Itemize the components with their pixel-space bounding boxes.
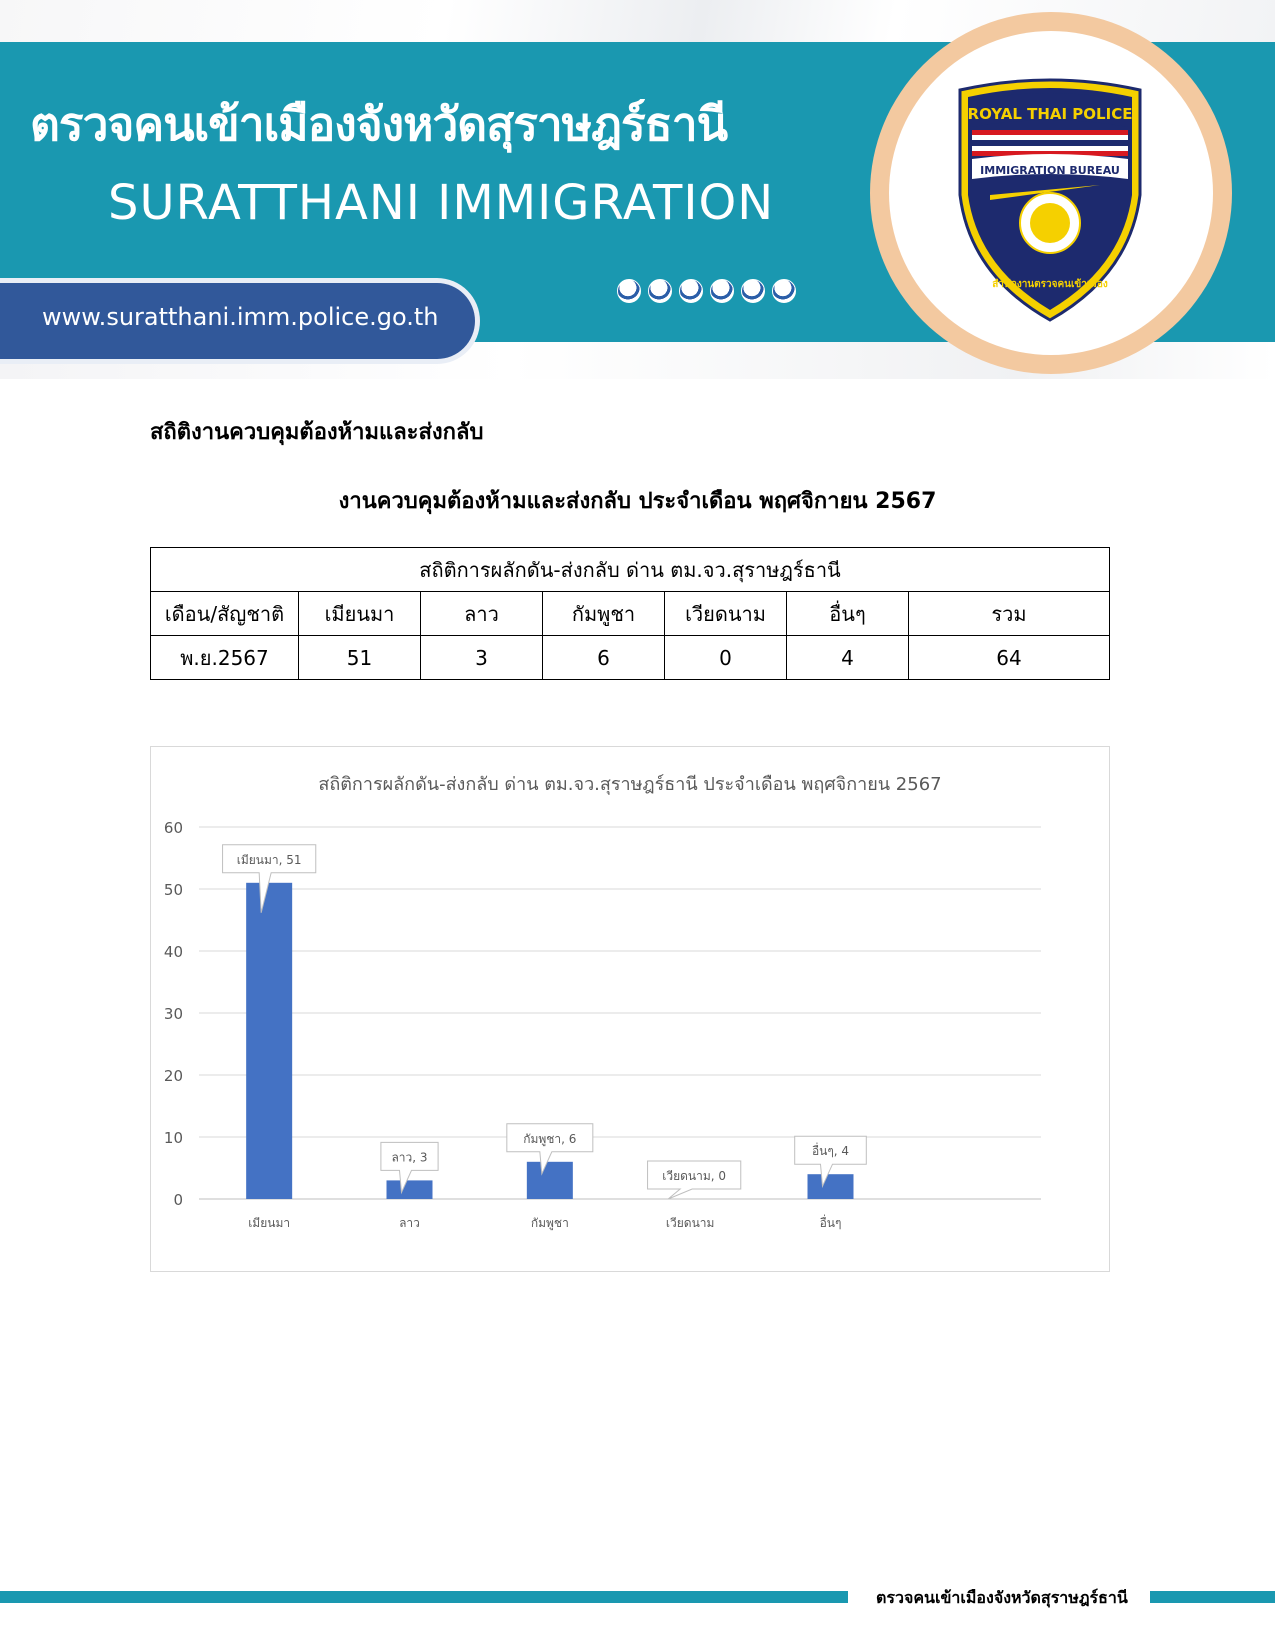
badge-middle-text: IMMIGRATION BUREAU (980, 164, 1120, 177)
bar (527, 1162, 573, 1199)
x-tick-label: เวียดนาม (665, 1216, 715, 1230)
x-tick-label: เมียนมา (248, 1216, 291, 1230)
x-tick-label: อื่นๆ (819, 1216, 842, 1230)
y-tick-label: 20 (163, 1067, 183, 1085)
section-heading: สถิติงานควบคุมต้องห้ามและส่งกลับ (150, 420, 484, 445)
data-label: กัมพูชา, 6 (523, 1131, 577, 1146)
table-caption-row (151, 548, 1110, 592)
table-header-cell: รวม (909, 592, 1110, 636)
badge-bottom-text: สำนักงานตรวจคนเข้าเมือง (992, 279, 1108, 290)
data-label: ลาว, 3 (391, 1150, 428, 1165)
table-header-cell: เมียนมา (299, 592, 421, 636)
data-label: เมียนมา, 51 (236, 852, 302, 867)
bar (246, 883, 292, 1199)
badge-top-text: ROYAL THAI POLICE (967, 105, 1133, 123)
header-title-english: SURATTHANI IMMIGRATION (108, 175, 775, 231)
table-header-cell: ลาว (421, 592, 543, 636)
footer-bar (1150, 1591, 1275, 1603)
table-header-cell: เดือน/สัญชาติ (151, 592, 299, 636)
dot-icon (772, 279, 796, 303)
bar (387, 1180, 433, 1199)
dot-icon (648, 279, 672, 303)
table-cell: 3 (421, 636, 543, 680)
table-cell: 6 (543, 636, 665, 680)
decorative-dots (617, 279, 796, 303)
table-cell: 51 (299, 636, 421, 680)
y-tick-label: 60 (163, 819, 183, 837)
table-cell: พ.ย.2567 (151, 636, 299, 680)
table-cell: 4 (787, 636, 909, 680)
dot-icon (679, 279, 703, 303)
y-tick-label: 30 (163, 1005, 183, 1023)
data-label: อื่นๆ, 4 (811, 1144, 850, 1159)
police-badge-logo (950, 75, 1150, 325)
table-cell: 64 (909, 636, 1110, 680)
table-header-row (151, 592, 1110, 636)
y-tick-label: 10 (163, 1129, 183, 1147)
footer-bar (0, 1591, 848, 1603)
dot-icon (617, 279, 641, 303)
x-tick-label: กัมพูชา (530, 1216, 569, 1230)
bar (808, 1174, 854, 1199)
data-label: เวียดนาม, 0 (662, 1169, 727, 1183)
dot-icon (710, 279, 734, 303)
dot-icon (741, 279, 765, 303)
table-header-cell: อื่นๆ (787, 592, 909, 636)
website-url[interactable]: www.suratthani.imm.police.go.th (42, 303, 439, 331)
chart-title: สถิติการผลักดัน-ส่งกลับ ด่าน ตม.จว.สุราษฎร์ธานี ประจำเดือน พฤศจิกายน 2567 (318, 774, 942, 795)
bar-chart (150, 746, 1110, 1272)
footer-text: ตรวจคนเข้าเมืองจังหวัดสุราษฎร์ธานี (876, 1588, 1128, 1607)
x-tick-label: ลาว (399, 1216, 420, 1230)
y-tick-label: 50 (163, 881, 183, 899)
table-header-cell: เวียดนาม (665, 592, 787, 636)
table-row (151, 636, 1110, 680)
header-title-thai: ตรวจคนเข้าเมืองจังหวัดสุราษฎร์ธานี (30, 97, 728, 151)
statistics-table (150, 547, 1110, 680)
table-header-cell: กัมพูชา (543, 592, 665, 636)
chart-plot (151, 747, 1109, 1271)
report-title: งานควบคุมต้องห้ามและส่งกลับ ประจำเดือน พฤศจิกายน 2567 (338, 489, 937, 514)
table-cell: 0 (665, 636, 787, 680)
y-tick-label: 0 (173, 1191, 183, 1209)
y-tick-label: 40 (163, 943, 183, 961)
table-caption: สถิติการผลักดัน-ส่งกลับ ด่าน ตม.จว.สุราษฎร์ธานี (151, 548, 1110, 592)
